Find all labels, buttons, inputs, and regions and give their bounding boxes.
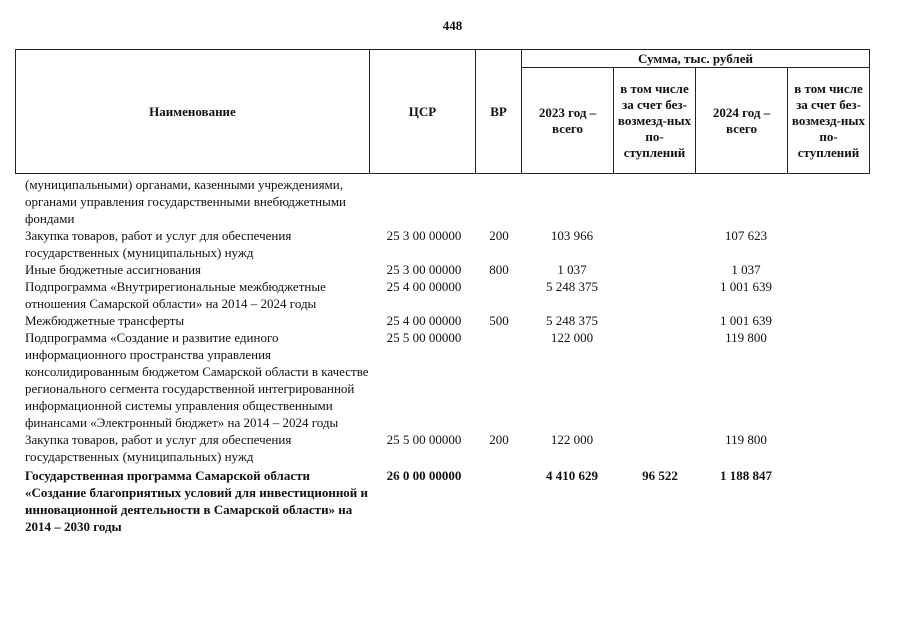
table-row (25, 465, 879, 535)
row-2023-total (519, 176, 625, 227)
row-2024-grants (797, 312, 879, 329)
table-row (25, 431, 879, 465)
row-2023-grants (625, 329, 695, 431)
row-2024-grants (797, 431, 879, 465)
row-name: Межбюджетные трансферты (25, 313, 185, 328)
row-csr: 25 3 00 00000 (386, 262, 462, 277)
row-2023-total: 122 000 (550, 330, 594, 345)
row-vr: 200 (489, 432, 509, 447)
row-2024-grants (797, 261, 879, 278)
row-csr: 25 4 00 00000 (386, 279, 462, 294)
row-2023-grants (625, 312, 695, 329)
row-2024-total (695, 176, 797, 227)
row-2023-grants: 96 522 (642, 468, 678, 483)
row-2024-grants (797, 465, 879, 535)
row-vr (479, 329, 519, 431)
header-2023-total: 2023 год – всего (522, 68, 614, 174)
row-2023-total: 5 248 375 (546, 279, 598, 294)
row-vr: 800 (489, 262, 509, 277)
page-number: 448 (442, 18, 463, 33)
row-2024-grants (797, 176, 879, 227)
table-row (25, 312, 879, 329)
table-row (25, 278, 879, 312)
row-2024-total: 119 800 (725, 432, 767, 447)
row-name: Закупка товаров, работ и услуг для обеспечения государственных (муниципальных) нужд (25, 228, 292, 260)
row-vr: 200 (489, 228, 509, 243)
row-name: Государственная программа Самарской области «Создание благоприятных условий для инвестиционной и инновационной деятельности в Самарской области» на 2014 – 2030 годы (25, 468, 369, 534)
header-2024-total: 2024 год – всего (696, 68, 788, 174)
header-2023-grants: в том числе за счет без-возмезд-ных по-ступлений (614, 68, 696, 174)
table-row (25, 329, 879, 431)
row-name: (муниципальными) органами, казенными учреждениями, органами управления государственными внебюджетными фондами (25, 177, 347, 226)
header-csr: ЦСР (370, 50, 476, 174)
row-2024-grants (797, 278, 879, 312)
row-csr: 25 5 00 00000 (386, 432, 462, 447)
header-name: Наименование (16, 50, 370, 174)
row-2023-total: 4 410 629 (546, 468, 598, 483)
row-2024-grants (797, 227, 879, 261)
row-name: Закупка товаров, работ и услуг для обеспечения государственных (муниципальных) нужд (25, 432, 292, 464)
row-vr (479, 278, 519, 312)
row-vr (479, 465, 519, 535)
row-2023-grants (625, 278, 695, 312)
row-2024-total: 1 001 639 (720, 313, 772, 328)
row-vr (479, 176, 519, 227)
row-csr: 25 5 00 00000 (386, 330, 462, 345)
row-name: Иные бюджетные ассигнования (25, 262, 202, 277)
row-2024-total: 1 037 (731, 262, 761, 277)
table-body (25, 176, 879, 535)
header-vr: ВР (476, 50, 522, 174)
table-row (25, 176, 879, 227)
row-2023-grants (625, 227, 695, 261)
row-csr: 25 3 00 00000 (386, 228, 462, 243)
row-2024-total: 1 001 639 (720, 279, 772, 294)
header-sum-group: Сумма, тыс. рублей (522, 50, 870, 68)
header-2024-grants: в том числе за счет без-возмезд-ных по-ступлений (788, 68, 870, 174)
row-2023-grants (625, 431, 695, 465)
row-2023-grants (625, 261, 695, 278)
row-csr: 25 4 00 00000 (386, 313, 462, 328)
table-row (25, 227, 879, 261)
table-row (25, 261, 879, 278)
row-2024-total: 1 188 847 (720, 468, 772, 483)
row-name: Подпрограмма «Внутрирегиональные межбюджетные отношения Самарской области» на 2014 – 2024 годы (25, 279, 326, 311)
row-2023-total: 103 966 (550, 228, 594, 243)
row-2024-grants (797, 329, 879, 431)
row-csr (369, 176, 479, 227)
row-2024-total: 107 623 (724, 228, 768, 243)
row-2024-total: 119 800 (725, 330, 767, 345)
row-name: Подпрограмма «Создание и развитие единого информационного пространства управления консолидированным бюджетом Самарской области в качестве регионального сегмента государственной интегрированной информационной системы управления общественными финансами «Электронный бюджет» на 2014 – 2024 годы (25, 330, 369, 430)
row-2023-total: 122 000 (550, 432, 594, 447)
row-vr: 500 (489, 313, 509, 328)
row-2023-total: 5 248 375 (546, 313, 598, 328)
table-header (15, 49, 870, 174)
row-csr: 26 0 00 00000 (386, 468, 462, 483)
row-2023-grants (625, 176, 695, 227)
row-2023-total: 1 037 (557, 262, 587, 277)
